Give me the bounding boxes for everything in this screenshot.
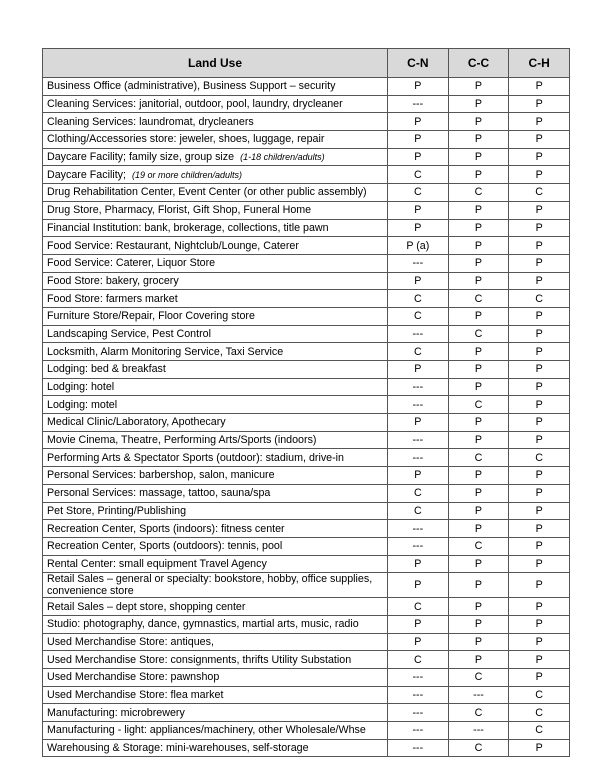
c-h-cell: P <box>509 414 570 432</box>
table-row <box>43 254 570 272</box>
table-row <box>43 113 570 131</box>
c-c-cell: P <box>448 502 509 520</box>
land-use-label: Daycare Facility; family size, group size <box>47 151 235 164</box>
land-use-label: Recreation Center, Sports (outdoors): tennis, pool <box>47 540 283 553</box>
land-use-cell <box>43 686 388 704</box>
land-use-cell <box>43 343 388 361</box>
header-row <box>43 49 570 78</box>
land-use-cell <box>43 573 388 598</box>
c-c-cell: P <box>448 237 509 255</box>
land-use-cell <box>43 739 388 757</box>
c-h-cell: C <box>509 449 570 467</box>
c-n-cell: --- <box>388 378 449 396</box>
table-row <box>43 449 570 467</box>
c-n-cell: C <box>388 598 449 616</box>
c-n-cell: P <box>388 615 449 633</box>
land-use-cell <box>43 166 388 184</box>
land-use-label: Lodging: bed & breakfast <box>47 363 166 376</box>
land-use-cell <box>43 704 388 722</box>
land-use-label: Food Store: bakery, grocery <box>47 274 179 287</box>
c-h-cell: P <box>509 131 570 149</box>
c-c-cell: P <box>448 520 509 538</box>
c-c-cell: C <box>448 396 509 414</box>
c-c-cell: P <box>448 573 509 598</box>
land-use-cell <box>43 148 388 166</box>
c-n-cell: P <box>388 148 449 166</box>
c-c-cell: C <box>448 325 509 343</box>
land-use-label: Locksmith, Alarm Monitoring Service, Taxi Service <box>47 345 284 358</box>
c-c-cell: P <box>448 148 509 166</box>
land-use-cell <box>43 537 388 555</box>
c-n-cell: C <box>388 484 449 502</box>
c-n-cell: --- <box>388 325 449 343</box>
land-use-label: Business Office (administrative), Business Support – security <box>47 80 336 93</box>
land-use-cell <box>43 78 388 96</box>
land-use-label: Performing Arts & Spectator Sports (outdoor): stadium, drive-in <box>47 451 344 464</box>
table-row <box>43 537 570 555</box>
land-use-label: Food Service: Restaurant, Nightclub/Lounge, Caterer <box>47 239 299 252</box>
land-use-cell <box>43 131 388 149</box>
c-n-cell: P <box>388 78 449 96</box>
c-c-cell: --- <box>448 686 509 704</box>
c-h-cell: P <box>509 254 570 272</box>
c-n-cell: P <box>388 414 449 432</box>
c-n-cell: C <box>388 343 449 361</box>
land-use-cell <box>43 414 388 432</box>
land-use-cell <box>43 219 388 237</box>
land-use-cell <box>43 290 388 308</box>
c-h-cell: P <box>509 651 570 669</box>
c-n-cell: P <box>388 467 449 485</box>
land-use-cell <box>43 113 388 131</box>
c-h-cell: P <box>509 113 570 131</box>
c-h-cell: P <box>509 467 570 485</box>
land-use-label: Drug Rehabilitation Center, Event Center (or other public assembly) <box>47 186 367 199</box>
table-row <box>43 237 570 255</box>
c-n-cell: --- <box>388 396 449 414</box>
c-c-cell: P <box>448 201 509 219</box>
c-n-cell: C <box>388 166 449 184</box>
c-n-cell: --- <box>388 739 449 757</box>
c-c-cell: P <box>448 272 509 290</box>
c-n-cell: C <box>388 502 449 520</box>
c-h-cell: P <box>509 598 570 616</box>
table-row <box>43 704 570 722</box>
c-h-cell: P <box>509 201 570 219</box>
c-c-cell: P <box>448 555 509 573</box>
table-row <box>43 633 570 651</box>
c-n-cell: --- <box>388 537 449 555</box>
land-use-cell <box>43 598 388 616</box>
table-row <box>43 414 570 432</box>
c-n-cell: P <box>388 131 449 149</box>
c-h-cell: P <box>509 219 570 237</box>
table-row <box>43 431 570 449</box>
c-n-cell: --- <box>388 722 449 740</box>
table-row <box>43 78 570 96</box>
table-row <box>43 722 570 740</box>
land-use-label: Used Merchandise Store: flea market <box>47 689 224 702</box>
land-use-label: Personal Services: massage, tattoo, sauna/spa <box>47 487 271 500</box>
land-use-cell <box>43 431 388 449</box>
c-h-cell: P <box>509 78 570 96</box>
c-c-cell: C <box>448 537 509 555</box>
c-h-cell: P <box>509 431 570 449</box>
c-n-cell: P <box>388 361 449 379</box>
table-row <box>43 325 570 343</box>
c-h-cell: P <box>509 520 570 538</box>
c-c-cell: P <box>448 651 509 669</box>
table-row <box>43 307 570 325</box>
land-use-label: Daycare Facility; <box>47 168 126 181</box>
land-use-cell <box>43 396 388 414</box>
c-h-cell: P <box>509 166 570 184</box>
land-use-label: Personal Services: barbershop, salon, manicure <box>47 469 275 482</box>
c-n-cell: P <box>388 113 449 131</box>
header-c-n: C-N <box>388 49 449 78</box>
c-h-cell: P <box>509 396 570 414</box>
land-use-cell <box>43 201 388 219</box>
land-use-note: (1-18 children/adults) <box>240 152 325 163</box>
c-n-cell: --- <box>388 704 449 722</box>
table-row <box>43 520 570 538</box>
table-row <box>43 290 570 308</box>
c-c-cell: C <box>448 669 509 687</box>
c-h-cell: P <box>509 95 570 113</box>
c-c-cell: C <box>448 449 509 467</box>
c-n-cell: --- <box>388 686 449 704</box>
c-n-cell: --- <box>388 520 449 538</box>
land-use-cell <box>43 722 388 740</box>
table-row <box>43 166 570 184</box>
land-use-label: Manufacturing: microbrewery <box>47 706 185 719</box>
c-h-cell: P <box>509 537 570 555</box>
table-row <box>43 598 570 616</box>
c-h-cell: C <box>509 722 570 740</box>
land-use-cell <box>43 237 388 255</box>
c-n-cell: C <box>388 290 449 308</box>
table-row <box>43 131 570 149</box>
table-row <box>43 201 570 219</box>
land-use-cell <box>43 272 388 290</box>
c-c-cell: P <box>448 219 509 237</box>
header-c-c: C-C <box>448 49 509 78</box>
land-use-label: Cleaning Services: janitorial, outdoor, pool, laundry, drycleaner <box>47 98 343 111</box>
land-use-label: Landscaping Service, Pest Control <box>47 327 211 340</box>
c-h-cell: P <box>509 361 570 379</box>
c-c-cell: P <box>448 131 509 149</box>
land-use-cell <box>43 615 388 633</box>
table-row <box>43 467 570 485</box>
land-use-label: Manufacturing - light: appliances/machinery, other Wholesale/Whse <box>47 724 366 737</box>
c-c-cell: P <box>448 431 509 449</box>
c-n-cell: P <box>388 573 449 598</box>
land-use-label: Used Merchandise Store: pawnshop <box>47 671 220 684</box>
c-c-cell: C <box>448 739 509 757</box>
c-h-cell: P <box>509 615 570 633</box>
c-n-cell: P <box>388 219 449 237</box>
c-n-cell: P <box>388 201 449 219</box>
land-use-label: Drug Store, Pharmacy, Florist, Gift Shop, Funeral Home <box>47 204 312 217</box>
land-use-cell <box>43 254 388 272</box>
land-use-cell <box>43 633 388 651</box>
table-row <box>43 502 570 520</box>
table-row <box>43 573 570 598</box>
c-c-cell: P <box>448 307 509 325</box>
c-h-cell: P <box>509 325 570 343</box>
c-h-cell: P <box>509 739 570 757</box>
c-h-cell: P <box>509 148 570 166</box>
land-use-label: Lodging: motel <box>47 398 118 411</box>
land-use-cell <box>43 555 388 573</box>
c-c-cell: C <box>448 290 509 308</box>
land-use-table <box>42 48 570 757</box>
land-use-label: Rental Center: small equipment Travel Agency <box>47 557 267 570</box>
c-c-cell: P <box>448 78 509 96</box>
land-use-cell <box>43 520 388 538</box>
land-use-cell <box>43 449 388 467</box>
land-use-cell <box>43 484 388 502</box>
land-use-cell <box>43 467 388 485</box>
land-use-label: Food Service: Caterer, Liquor Store <box>47 257 216 270</box>
c-n-cell: P <box>388 555 449 573</box>
c-h-cell: C <box>509 686 570 704</box>
land-use-cell <box>43 502 388 520</box>
land-use-label: Financial Institution: bank, brokerage, collections, title pawn <box>47 221 329 234</box>
table-row <box>43 555 570 573</box>
land-use-label: Used Merchandise Store: consignments, thrifts Utility Substation <box>47 653 352 666</box>
c-h-cell: P <box>509 307 570 325</box>
table-row <box>43 148 570 166</box>
c-c-cell: P <box>448 343 509 361</box>
land-use-label: Movie Cinema, Theatre, Performing Arts/Sports (indoors) <box>47 434 317 447</box>
land-use-cell <box>43 361 388 379</box>
land-use-cell <box>43 95 388 113</box>
c-c-cell: P <box>448 378 509 396</box>
c-h-cell: P <box>509 555 570 573</box>
c-c-cell: P <box>448 467 509 485</box>
c-c-cell: P <box>448 615 509 633</box>
table-row <box>43 272 570 290</box>
table-row <box>43 484 570 502</box>
land-use-cell <box>43 378 388 396</box>
land-use-label: Clothing/Accessories store: jeweler, shoes, luggage, repair <box>47 133 325 146</box>
c-n-cell: C <box>388 184 449 202</box>
header-land-use: Land Use <box>43 49 388 78</box>
land-use-label: Medical Clinic/Laboratory, Apothecary <box>47 416 226 429</box>
header-c-h: C-H <box>509 49 570 78</box>
land-use-note: (19 or more children/adults) <box>132 169 243 180</box>
land-use-label: Pet Store, Printing/Publishing <box>47 504 187 517</box>
c-n-cell: C <box>388 651 449 669</box>
c-n-cell: --- <box>388 669 449 687</box>
c-h-cell: P <box>509 573 570 598</box>
land-use-cell <box>43 325 388 343</box>
land-use-cell <box>43 651 388 669</box>
c-h-cell: P <box>509 669 570 687</box>
land-use-label: Food Store: farmers market <box>47 292 178 305</box>
table-row <box>43 615 570 633</box>
c-n-cell: --- <box>388 449 449 467</box>
table-row <box>43 378 570 396</box>
c-h-cell: P <box>509 502 570 520</box>
table-row <box>43 651 570 669</box>
land-use-label: Retail Sales – general or specialty: bookstore, hobby, office supplies, convenience store <box>47 573 373 598</box>
c-c-cell: P <box>448 166 509 184</box>
c-c-cell: C <box>448 704 509 722</box>
table-row <box>43 669 570 687</box>
table-row <box>43 184 570 202</box>
table-row <box>43 361 570 379</box>
land-use-cell <box>43 307 388 325</box>
table-row <box>43 396 570 414</box>
land-use-label: Cleaning Services: laundromat, drycleaners <box>47 115 254 128</box>
land-use-label: Furniture Store/Repair, Floor Covering store <box>47 310 255 323</box>
c-c-cell: P <box>448 113 509 131</box>
c-h-cell: P <box>509 272 570 290</box>
c-h-cell: P <box>509 343 570 361</box>
c-c-cell: P <box>448 633 509 651</box>
c-c-cell: P <box>448 414 509 432</box>
c-c-cell: P <box>448 254 509 272</box>
c-n-cell: --- <box>388 95 449 113</box>
c-c-cell: P <box>448 598 509 616</box>
c-c-cell: P <box>448 95 509 113</box>
land-use-label: Studio: photography, dance, gymnastics, martial arts, music, radio <box>47 618 359 631</box>
land-use-label: Used Merchandise Store: antiques, <box>47 635 214 648</box>
c-h-cell: C <box>509 704 570 722</box>
land-use-cell <box>43 184 388 202</box>
table-row <box>43 219 570 237</box>
c-c-cell: P <box>448 361 509 379</box>
c-h-cell: P <box>509 484 570 502</box>
c-n-cell: P <box>388 272 449 290</box>
c-h-cell: C <box>509 290 570 308</box>
c-h-cell: P <box>509 633 570 651</box>
c-n-cell: C <box>388 307 449 325</box>
table-row <box>43 95 570 113</box>
land-use-label: Lodging: hotel <box>47 381 115 394</box>
table-row <box>43 686 570 704</box>
table-row <box>43 343 570 361</box>
c-c-cell: --- <box>448 722 509 740</box>
land-use-cell <box>43 669 388 687</box>
land-use-label: Warehousing & Storage: mini-warehouses, self-storage <box>47 742 309 755</box>
c-c-cell: P <box>448 484 509 502</box>
land-use-label: Recreation Center, Sports (indoors): fitness center <box>47 522 285 535</box>
c-n-cell: --- <box>388 431 449 449</box>
c-h-cell: P <box>509 237 570 255</box>
table-row <box>43 739 570 757</box>
c-n-cell: --- <box>388 254 449 272</box>
c-h-cell: C <box>509 184 570 202</box>
c-n-cell: P (a) <box>388 237 449 255</box>
land-use-label: Retail Sales – dept store, shopping center <box>47 600 246 613</box>
c-n-cell: P <box>388 633 449 651</box>
c-c-cell: C <box>448 184 509 202</box>
c-h-cell: P <box>509 378 570 396</box>
